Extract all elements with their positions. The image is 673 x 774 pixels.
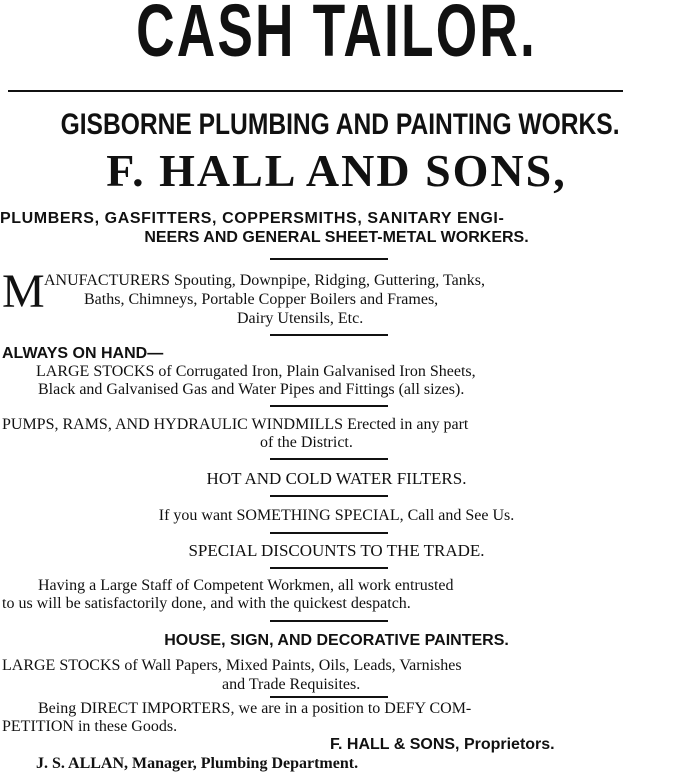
manager: J. S. ALLAN, Manager, Plumbing Department. xyxy=(36,755,359,772)
divider-2 xyxy=(270,334,388,336)
divider-7 xyxy=(270,567,388,569)
staff-line-1: Having a Large Staff of Competent Workmen, all work entrusted xyxy=(38,577,454,594)
trades-line-1: PLUMBERS, GASFITTERS, COPPERSMITHS, SANITARY ENGI- xyxy=(0,210,505,227)
pumps-line-2: of the District. xyxy=(260,434,353,451)
staff-line-2: to us will be satisfactorily done, and with the quickest despatch. xyxy=(2,595,411,612)
divider-9 xyxy=(270,696,388,698)
manufacturers-dropcap: M xyxy=(2,265,45,318)
manufacturers-line-3: Dairy Utensils, Etc. xyxy=(237,310,364,327)
divider-1 xyxy=(270,258,388,260)
divider-6 xyxy=(270,532,388,534)
always-heading: ALWAYS ON HAND— xyxy=(2,345,164,362)
trades-line-2: NEERS AND GENERAL SHEET-METAL WORKERS. xyxy=(144,229,529,246)
proprietors: F. HALL & SONS, Proprietors. xyxy=(330,736,555,753)
importers-line-2: PETITION in these Goods. xyxy=(2,718,178,735)
trade-discounts: SPECIAL DISCOUNTS TO THE TRADE. xyxy=(188,541,485,560)
top-rule xyxy=(8,90,623,92)
pumps-line-1: PUMPS, RAMS, AND HYDRAULIC WINDMILLS Erected in any part xyxy=(2,416,469,433)
painters-heading: HOUSE, SIGN, AND DECORATIVE PAINTERS. xyxy=(164,632,509,649)
divider-3 xyxy=(270,405,388,407)
always-line-1: LARGE STOCKS of Corrugated Iron, Plain Galvanised Iron Sheets, xyxy=(36,363,476,380)
wallpapers-line-2: and Trade Requisites. xyxy=(222,676,361,693)
divider-8 xyxy=(270,620,388,622)
divider-4 xyxy=(270,458,388,460)
manufacturers-line-2: Baths, Chimneys, Portable Copper Boilers and Frames, xyxy=(84,291,439,308)
works-subheading: GISBORNE PLUMBING AND PAINTING WORKS. xyxy=(60,108,620,141)
special-offer: If you want SOMETHING SPECIAL, Call and See Us. xyxy=(158,507,515,524)
firm-name: F. HALL AND SONS, xyxy=(106,145,567,196)
manufacturers-line-1: ANUFACTURERS Spouting, Downpipe, Ridging, Guttering, Tanks, xyxy=(44,272,485,289)
wallpapers-line-1: LARGE STOCKS of Wall Papers, Mixed Paints, Oils, Leads, Varnishes xyxy=(2,657,462,674)
always-line-2: Black and Galvanised Gas and Water Pipes and Fittings (all sizes). xyxy=(38,381,465,398)
importers-line-1: Being DIRECT IMPORTERS, we are in a position to DEFY COM- xyxy=(38,700,472,717)
filters: HOT AND COLD WATER FILTERS. xyxy=(206,469,467,488)
divider-5 xyxy=(270,495,388,497)
headline: CASH TAILOR. xyxy=(136,0,537,72)
